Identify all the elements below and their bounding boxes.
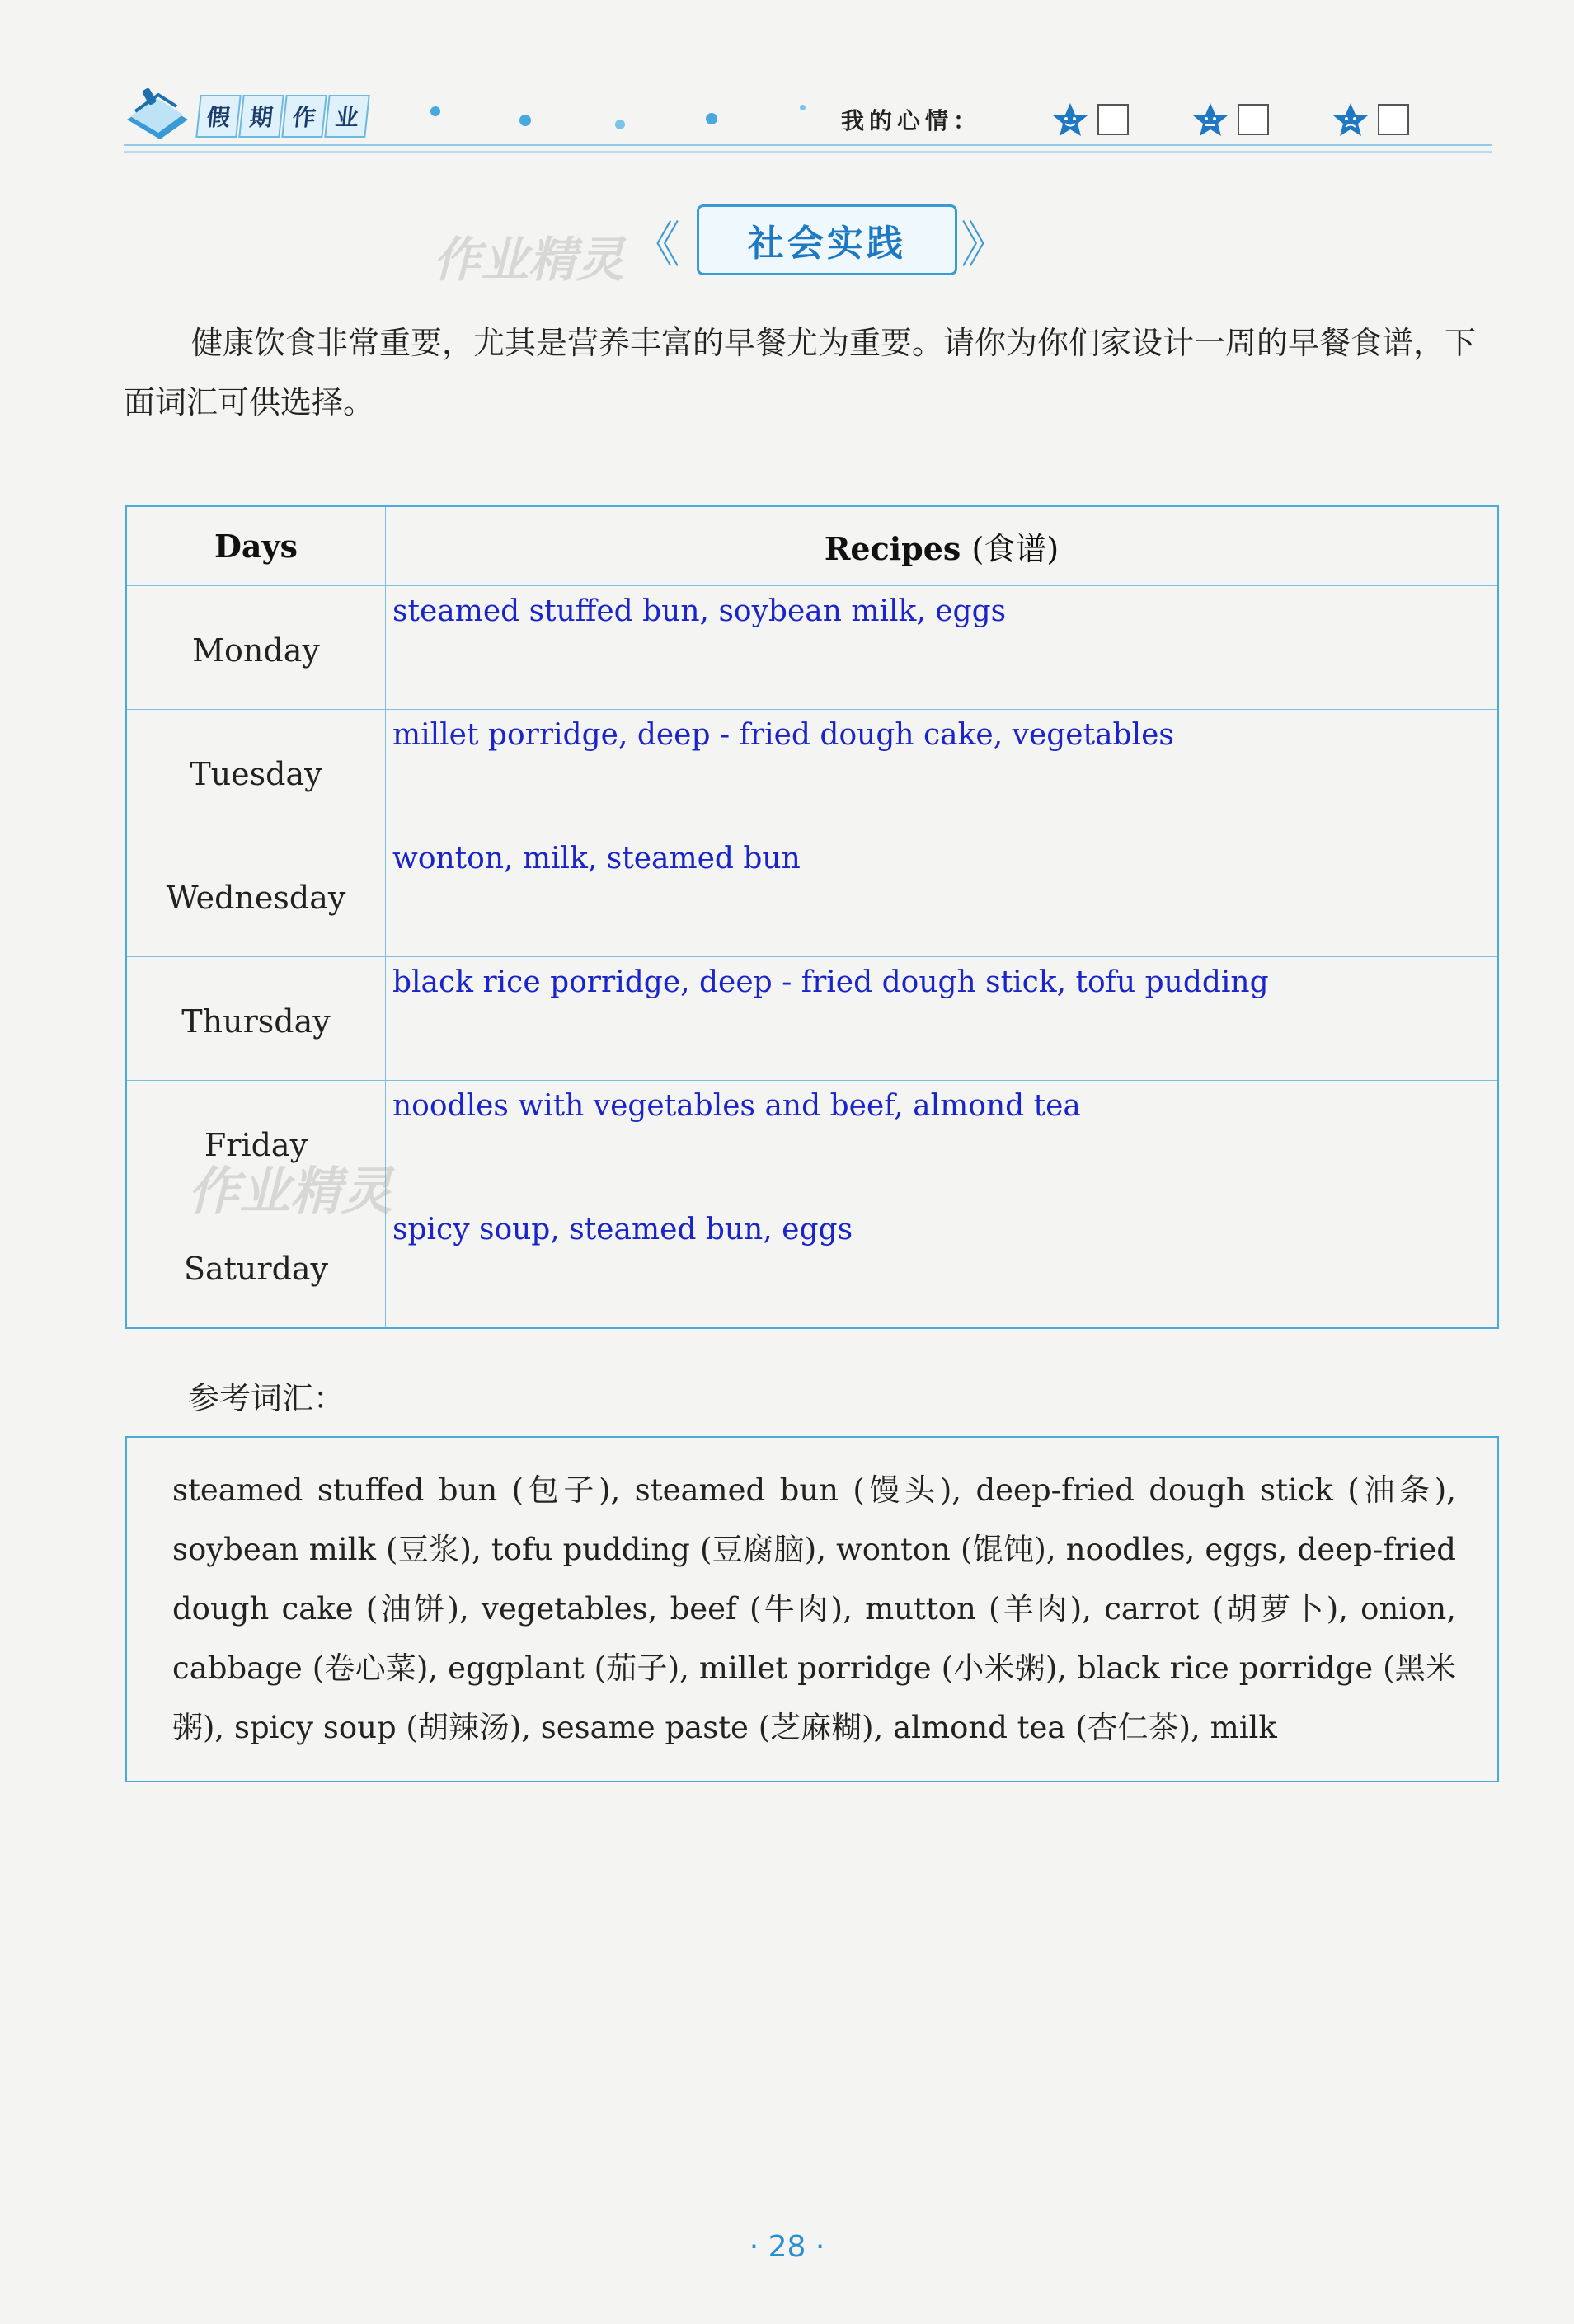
- mood-checkbox[interactable]: [1097, 104, 1129, 135]
- table-row: [126, 833, 1498, 957]
- homework-title-char: 作: [281, 95, 327, 138]
- recipes-header: [386, 506, 1499, 586]
- day-cell: Wednesday: [126, 833, 386, 957]
- recipe-cell: millet porridge, deep - fried dough cake, vegetables: [386, 710, 1499, 833]
- recipe-cell: black rice porridge, deep - fried dough stick, tofu pudding: [386, 957, 1499, 1081]
- table-row: [126, 710, 1498, 833]
- section-title: [433, 198, 1010, 288]
- header-divider: [124, 144, 1492, 153]
- recipes-header-cn: (食谱): [971, 531, 1060, 567]
- vocabulary-box: steamed stuffed bun (包子), steamed bun (馒头), deep-fried dough stick (油条), soybean milk (豆浆), tofu pudding (豆腐脑), wonton (馄饨), noodles, eggs, deep-fried dough cake (油饼), vegetables, beef (牛肉), mutton (羊肉), carrot (胡萝卜), onion, cabbage (卷心菜), eggplant (茄子), millet porridge (小米粥), black rice porridge (黑米粥), spicy soup (胡辣汤), sesame paste (芝麻糊), almond tea (杏仁茶), milk: [125, 1436, 1499, 1782]
- chevron-left-icon: 《: [631, 217, 680, 275]
- table-row: [126, 957, 1498, 1081]
- mood-checkbox[interactable]: [1238, 104, 1269, 135]
- decor-dot: [615, 120, 625, 129]
- recipe-cell: wonton, milk, steamed bun: [386, 833, 1499, 957]
- decor-dot: [706, 113, 717, 124]
- day-cell: Tuesday: [126, 710, 386, 833]
- mood-option[interactable]: [1051, 101, 1129, 138]
- decor-dot: [430, 106, 440, 116]
- homework-title-char: 业: [324, 95, 369, 138]
- book-icon: [124, 87, 191, 144]
- day-cell: Saturday: [126, 1204, 386, 1329]
- homework-title-char: 期: [238, 95, 284, 138]
- reference-label: 参考词汇：: [188, 1380, 345, 1416]
- mood-option[interactable]: [1191, 101, 1269, 138]
- recipe-cell: spicy soup, steamed bun, eggs: [386, 1204, 1499, 1329]
- page-header: [124, 87, 1492, 153]
- day-cell: Friday: [126, 1081, 386, 1204]
- watermark: 作业精灵: [433, 232, 625, 288]
- recipe-cell: noodles with vegetables and beef, almond tea: [386, 1081, 1499, 1204]
- section-title-box: 社会实践: [697, 204, 957, 275]
- neutral-star-icon: [1191, 101, 1229, 138]
- intro-paragraph: 健康饮食非常重要，尤其是营养丰富的早餐尤为重要。请你为你们家设计一周的早餐食谱，下面词汇可供选择。: [124, 325, 1477, 420]
- mood-checkbox[interactable]: [1378, 104, 1409, 135]
- recipe-cell: steamed stuffed bun, soybean milk, eggs: [386, 586, 1499, 710]
- table-row: [126, 586, 1498, 710]
- mood-option[interactable]: [1332, 101, 1409, 138]
- page-number: · 28 ·: [749, 2230, 825, 2264]
- chevron-right-icon: 》: [961, 217, 1010, 275]
- days-header: Days: [126, 506, 386, 586]
- happy-star-icon: [1051, 101, 1089, 138]
- mood-label: 我的心情：: [841, 107, 982, 134]
- recipes-header-en: Recipes: [824, 530, 961, 567]
- day-cell: Thursday: [126, 957, 386, 1081]
- day-cell: Monday: [126, 586, 386, 710]
- homework-title-char: 假: [195, 95, 241, 138]
- homework-title: [198, 95, 369, 138]
- decor-dot: [519, 115, 531, 126]
- decor-dot: [800, 105, 806, 110]
- sad-star-icon: [1332, 101, 1370, 138]
- table-header-row: [126, 506, 1498, 586]
- watermark: 作业精灵: [188, 1161, 393, 1221]
